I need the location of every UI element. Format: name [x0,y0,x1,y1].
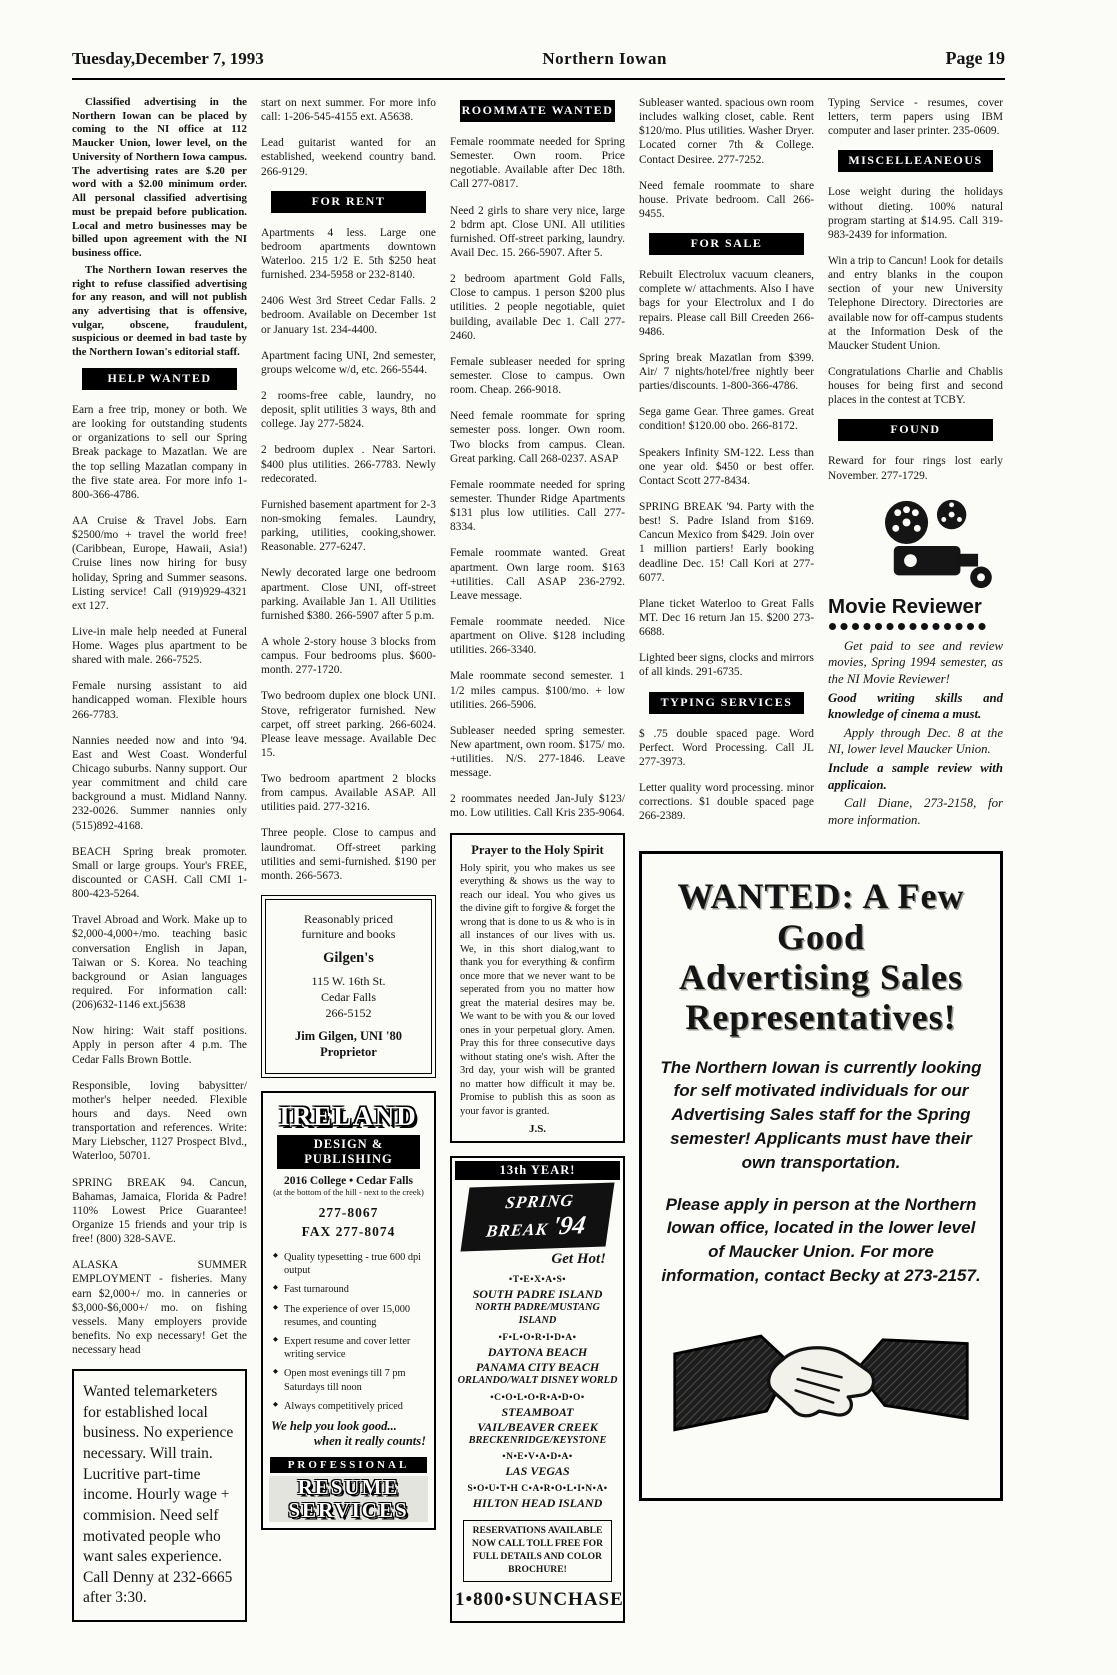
destination-line: LAS VEGAS [505,1464,570,1479]
gilgens-furniture-ad [261,895,436,1078]
for-rent-ad: Three people. Close to campus and laundromat. Off-street parking utilities and semi-furnished. $190 per month. 266-5673. [261,827,436,882]
for-sale-ads [639,268,814,679]
wanted-title: Representatives! [685,997,957,1038]
spring-break-logo-text: SPRING BREAK [484,1191,576,1242]
help-wanted-ads [72,403,247,1357]
found-ads [828,454,1003,482]
destination-line: BRECKENRIDGE/KEYSTONE [468,1434,607,1446]
typing-services-ads [639,727,814,824]
professional-banner: PROFESSIONAL [270,1457,427,1473]
miscellaneous-ad: Congratulations Charlie and Chablis houses for being first and second places in the contest at TCBY. [828,365,1003,407]
help-wanted-ad: SPRING BREAK 94. Cancun, Bahamas, Jamaica, Florida & Padre! 110% Lowest Price Guarantee! Organize 15 friends and your trip is free! (800) 328-SAVE. [72,1176,247,1246]
columns-4-5-region [639,96,1003,1623]
column-2 [261,96,436,1623]
sunchase-phone: 1•800•SUNCHASE [455,1588,624,1610]
for-rent-ad: 2 rooms-free cable, laundry, no deposit, split utilities 3 ways, 8th and college. Jay 277-5824. [261,389,436,431]
destination-line: •T•E•X•A•S• [508,1275,567,1286]
help-wanted-ad: Lead guitarist wanted for an established, weekend country band. 266-9129. [261,137,436,178]
for-sale-ad: Spring break Mazatlan from $399. Air/ 7 nights/hotel/free nightly beer parties/discounts. 1-800-366-4786. [639,351,814,393]
spring-break-year: '94 [550,1210,588,1241]
roommate-wanted-ad: Female roommate needed for Spring Semester. Own room. Price negotiable. Available after Dec 18th. Call 277-0817. [450,136,625,191]
section-typing-services: TYPING SERVICES [649,692,804,714]
gilgens-phone: 266-5152 [325,1006,372,1021]
for-sale-ad: Lighted beer signs, clocks and mirrors of all kinds. 291-6735. [639,652,814,679]
policy-paragraph: Classified advertising in the Northern Iowan can be placed by coming to the NI office at 112 Maucker Union, lower level, on the University of Northern Iowa campus. The advertising rates are $.20 per word with a $2.00 minimum order. All personal classified advertising must be prepaid before publication. Local and metro businesses may be billed upon agreement with the NI business office. [72,96,247,260]
miscellaneous-ads [828,185,1003,407]
policy-paragraph: The Northern Iowan reserves the right to refuse classified advertising for any reason, and will not publish any advertising that is offensive, vulgar, obscene, fraudulent, suspicious or deemed in bad taste by the Northern Iowan's editorial staff. [72,263,247,359]
gilgens-owner-title: Proprietor [320,1045,377,1060]
destination-list [455,1275,620,1511]
wanted-body: The Northern Iowan is currently looking for self motivated individuals for our Advertising Sales staff for the Spring semester! Applicants must have their own transportation. [660,1057,982,1172]
typing-service-ad: Typing Service - resumes, cover letters, term papers using IBM computer and laser printer. 235-0609. [828,97,1003,138]
typing-services-ad: $ .75 double spaced page. Word Perfect. Word Processing. Call JL 277-3973. [639,727,814,768]
issue-date: Tuesday,December 7, 1993 [72,49,264,68]
resume-services-title: SERVICES [269,1499,428,1522]
ireland-slogan: We help you look good... [271,1418,397,1433]
roommate-wanted-ad: 2 bedroom apartment Gold Falls, Close to campus. 1 person $200 plus utilities. 2 people negotiable, quiet building, available Dec 1. Call 277-2460. [450,273,625,342]
gilgens-address: 115 W. 16th St. [311,974,386,989]
destination-line: •F•L•O•R•I•D•A• [498,1333,577,1344]
roommate-wanted-ad: Need 2 girls to share very nice, large 2 bdrm apt. Close UNI. All utilities furnished. Off-street parking, laundry. Avail Dec. 15. 266-5907. After 5. [450,204,625,259]
wanted-title: Advertising Sales [678,956,963,997]
for-sale-ad: SPRING BREAK '94. Party with the best! S. Padre Island from $169. Cancun Mexico from $429. Join over 1 million partiers! Early booking deadline Dec. 15! Call Kori at 277-6077. [639,500,814,584]
for-sale-ad: Rebuilt Electrolux vacuum cleaners, complete w/ attachments. Also I have bags for your Electrolux and I do repairs. Please call Bill Creeden 266-9486. [639,269,814,338]
prayer-ad [450,833,625,1144]
prayer-signature: J.S. [528,1123,547,1136]
columns-4-5-top [639,96,1003,835]
movie-reviewer-title: Movie Reviewer [828,594,982,618]
roommate-wanted-ads [450,135,625,821]
ireland-service-item: ◆ The experience of over 15,000 resumes, and counting [273,1303,426,1329]
column-1 [72,96,247,1623]
movie-reviewer-text: Good writing skills and knowledge of cinema a must. [828,690,1003,722]
destination-line: •C•O•L•O•R•A•D•O• [490,1392,585,1403]
roommate-wanted-ad: Female roommate needed for spring semester. Thunder Ridge Apartments $131 plus low utilities. Call 277-8334. [450,478,625,534]
found-ad: Reward for four rings lost early November. 277-1729. [828,455,1003,482]
wanted-sales-reps-ad [639,851,1003,1501]
destination-line: DAYTONA BEACH [487,1344,588,1359]
destination-line: STEAMBOAT [501,1404,574,1419]
miscellaneous-ad: Win a trip to Cancun! Look for details and entry blanks in the coupon section of your new University Telephone Directory. Directories are available now for off-campus students at the Information Desk of the Maucker Student Union. [828,254,1003,352]
section-roommate-wanted: ROOMMATE WANTED [460,100,615,122]
resume-services-title: RESUME [269,1476,428,1499]
paper-title: Northern Iowan [542,49,667,68]
prayer-title: Prayer to the Holy Spirit [471,842,604,857]
help-wanted-ad: AA Cruise & Travel Jobs. Earn $2500/mo + travel the world free! (Caribbean, Europe, Hawaii, Asia!) Cruise lines now hiring for busy holiday, Spring and Summer seasons. Listing service! Call (919)929-4321 ext 127. [72,514,247,612]
typing-service-ads [828,96,1003,138]
movie-reviewer-text: Apply through Dec. 8 at the NI, lower level Maucker Union. [828,725,1003,757]
spring-break-ad [450,1156,625,1623]
roommate-wanted-ad: Subleaser needed spring semester. New apartment, own room. $175/ mo. +utilities. N/S. 277-1846. Leave message. [450,724,625,780]
help-wanted-ad: Nannies needed now and into '94. East and West Coast. Wonderful Chicago suburbs. Nanny support. Our year commitment and child care background a must. Midland Nanny. 232-0026. Summer nannies only (515)892-4168. [72,734,247,832]
gilgens-address: Cedar Falls [321,990,376,1005]
movie-reviewer-text: Call Diane, 273-2158, for more information. [828,796,1003,827]
gilgens-tagline: furniture and books [301,927,396,942]
ireland-fax: FAX 277-8074 [301,1224,396,1240]
for-rent-ad: Newly decorated large one bedroom apartment. Close UNI, off-street parking. Available Jan 1. All Utilities furnished $380. 266-5907 after 5 p.m. [261,567,436,622]
help-wanted-ad: Earn a free trip, money or both. We are looking for outstanding students or organizations to sell our Spring Break package to Mazatlan. We are the top selling Mazatlan company in the five state area. For more info 1-800-366-4786. [72,403,247,501]
destination-line: NORTH PADRE/MUSTANG ISLAND [475,1302,600,1327]
ireland-address: 2016 College • Cedar Falls [283,1175,414,1188]
ireland-service-item: ◆ Quality typesetting - true 600 dpi output [273,1251,426,1277]
gilgens-name: Gilgen's [323,950,374,967]
roommate-wanted-ad: 2 roommates needed Jan-July $123/ mo. Low utilities. Call Kris 235-9064. [450,793,625,820]
ireland-address-note: (at the bottom of the hill - next to the creek) [273,1187,424,1198]
movie-reviewer-text: Include a sample review with applicaion. [828,761,1003,792]
roommate-wanted-ad: Subleaser wanted. spacious own room includes walking closet, cable. Rent $120/mo. Plus utilities. Washer Dryer. Located corner 7th & College. Contact Desiree. 277-7252. [639,97,814,166]
miscellaneous-ad: Lose weight during the holidays without dieting. 100% natural program starting at $14.95. Call 319-983-2439 for information. [828,186,1003,241]
section-found: FOUND [838,419,993,441]
page-header [72,48,1005,80]
roommate-wanted-ad: Female roommate needed. Nice apartment on Olive. $128 including utilities. 266-3340. [450,615,625,657]
film-projector-icon [828,495,997,593]
typing-services-ad: Letter quality word processing. minor corrections. $1 double spaced page 266-2389. [639,781,814,823]
column-3 [450,96,625,1623]
help-wanted-ad: Travel Abroad and Work. Make up to $2,000-4,000+/mo. teaching basic conversation English in Japan, Taiwan or S. Korea. No teaching background or Asian languages required. For information call: (206)632-1146 ext.j5638 [72,914,247,1012]
ireland-phone: 277-8067 [318,1205,379,1221]
section-miscellaneous: MISCELLEANEOUS [838,150,993,172]
section-for-rent: FOR RENT [271,191,426,213]
destination-line: SOUTH PADRE ISLAND [472,1287,603,1302]
gilgens-tagline: Reasonably priced [304,912,393,927]
wanted-body: Please apply in person at the Northern Iowan office, located in the lower level of Maucker Union. For more information, contact Becky at 273-2157. [661,1194,981,1285]
help-wanted-ad: start on next summer. For more info call: 1-206-545-4155 ext. A5638. [261,97,436,124]
ireland-slogan: when it really counts! [313,1433,426,1448]
destination-line: HILTON HEAD ISLAND [472,1496,603,1511]
ireland-name: IRELAND [279,1101,418,1132]
roommate-wanted-ad: Need female roommate for spring semester poss. longer. Own room. Two blocks from campus. Clean. Great parking. Call 268-0237. ASAP [450,410,625,465]
for-sale-ad: Plane ticket Waterloo to Great Falls MT. Dec 16 return Jan 15. $200 273-6688. [639,597,814,639]
gilgens-owner: Jim Gilgen, UNI '80 [295,1028,402,1043]
roommate-wanted-ad: Female roommate wanted. Great apartment. Own large room. $163 +utilities. Call ASAP 236-2792. Leave message. [450,547,625,602]
for-rent-ad: Apartment facing UNI, 2nd semester, groups welcome w/d, etc. 266-5544. [261,349,436,376]
roommate-wanted-ad: Need female roommate to share house. Private bedroom. Call 266-9455. [639,179,814,220]
roommate-wanted-ad: Female subleaser needed for spring semester. Close to campus. Own room. Cheap. 266-9018. [450,355,625,397]
help-wanted-ad: Responsible, loving babysitter/ mother's helper needed. Flexible hours and days. Need own transportation and references. Write: Mary Liebscher, 1127 Prospect Blvd., Waterloo, 50701. [72,1079,247,1163]
classifieds-content [72,96,1005,1623]
reservations-note: RESERVATIONS AVAILABLE NOW CALL TOLL FREE FOR FULL DETAILS AND COLOR BROCHURE! [463,1520,612,1582]
ireland-design-ad [261,1091,436,1530]
page-number: Page 19 [945,48,1005,68]
ireland-service-item: ◆ Expert resume and cover letter writing service [273,1335,426,1361]
telemarketer-ad [72,1369,247,1622]
for-sale-ad: Speakers Infinity SM-122. Less than one year old. $450 or best offer. Contact Scott 277-8434. [639,446,814,487]
spring-break-logo [461,1183,615,1252]
help-wanted-ad: ALASKA SUMMER EMPLOYMENT - fisheries. Many earn $2,000+/ mo. in canneries or $3,000-$6,000+/ mo. on fishing vessels. Many employers provide benefits. No exp necessary! Get the necessary head [72,1259,247,1357]
for-rent-ad: 2 bedroom duplex . Near Sartori. $400 plus utilities. 266-7783. Newly redecorated. [261,444,436,485]
destination-line: ORLANDO/WALT DISNEY WORLD [457,1374,618,1386]
destination-line: VAIL/BEAVER CREEK [477,1419,598,1434]
dotted-divider [828,622,990,631]
movie-reviewer-text: Get paid to see and review movies, Spring 1994 semester, as the NI Movie Reviewer! [828,638,1003,686]
help-wanted-continued-ads [261,96,436,179]
ireland-service-item: ◆ Always competitively priced [273,1400,426,1413]
for-sale-ad: Sega game Gear. Three games. Great condition! $120.00 obo. 266-8172. [639,406,814,433]
handshake-icon [660,1302,982,1467]
thirteenth-year-banner: 13th YEAR! [455,1161,620,1180]
for-rent-ad: 2406 West 3rd Street Cedar Falls. 2 bedroom. Available on December 1st or January 1st. 234-4400. [261,295,436,336]
movie-reviewer-ad [828,495,1003,829]
destination-line: •N•E•V•A•D•A• [502,1452,573,1463]
column-4 [639,96,814,835]
for-rent-ad: Two bedroom duplex one block UNI. Stove, refrigerator furnished. New carpet, off street parking. 266-6024. Please leave message. Available Dec 15. [261,690,436,759]
ireland-services-list [273,1251,426,1413]
help-wanted-ad: Live-in male help needed at Funeral Home. Wages plus apartment to be shared with male. 266-7525. [72,625,247,667]
section-help-wanted: HELP WANTED [82,368,237,390]
help-wanted-ad: Now hiring: Wait staff positions. Apply in person after 4 p.m. The Cedar Falls Brown Bottle. [72,1025,247,1066]
for-rent-ad: Apartments 4 less. Large one bedroom apartments downtown Waterloo. 215 1/2 E. 5th $250 heat furnished. 234-5958 or 232-8140. [261,226,436,282]
roommate-wanted-ad: Male roommate second semester. 1 1/2 miles campus. $100/mo. + low utilities. 266-5906. [450,670,625,711]
spring-break-tagline: Get Hot! [551,1251,606,1268]
gilgens-ad-inner [265,899,432,1074]
help-wanted-ad: BEACH Spring break promoter. Small or large groups. Your's FREE, discounted or CASH. Call CMI 1-800-423-5264. [72,845,247,901]
for-rent-ad: Two bedroom apartment 2 blocks from campus. Available ASAP. All utilities paid. 277-3216. [261,773,436,814]
destination-line: PANAMA CITY BEACH [475,1359,600,1374]
wanted-title: WANTED: A Few Good [677,876,965,957]
roommate-continued-ads [639,96,814,221]
for-rent-ad: Furnished basement apartment for 2-3 non-smoking females. Laundry, parking, utilities, cooking,shower. Reasonable. 277-6247. [261,498,436,554]
ireland-service-item: ◆ Fast turnaround [273,1283,426,1296]
section-for-sale: FOR SALE [649,233,804,255]
ireland-subtitle: DESIGN & PUBLISHING [277,1135,420,1169]
destination-line: S•O•U•T•H C•A•R•O•L•I•N•A• [467,1484,608,1495]
for-rent-ad: A whole 2-story house 3 blocks from campus. Four bedrooms plus. $600-month. 277-1720. [261,635,436,677]
prayer-body: Holy spirit, you who makes us see everything & shows us the way to reach our ideal. You who gives us the divine gift to forgive & forget the wrong that is done to us & who is in all instances of our lives with us. We, in this short dialog,want to thank you for everything & confirm once more that we never want to be seperated from you no matter how great the material desires may be. We want to be with you & our loved ones in your perpetual glory. Amen. Pray this for three consecutive days without stating one's wish. After the 3rd day, your wish will be granted no matter how difficult it may be. Promise to publish this as soon as your favor is granted. [460,862,615,1117]
help-wanted-ad: Female nursing assistant to aid handicapped woman. Flexible hours 266-7783. [72,680,247,721]
for-rent-ads [261,226,436,883]
column-5 [828,96,1003,835]
telemarketer-ad-text: Wanted telemarketers for established local business. No experience necessary. Will train. Lucritive part-time income. Hourly wage + commision. Need self motivated people who want sales experience. Call Denny at 232-6665 after 3:30. [83,1383,234,1607]
classified-policy [72,96,247,360]
ireland-service-item: ◆ Open most evenings till 7 pm Saturdays till noon [273,1367,426,1393]
